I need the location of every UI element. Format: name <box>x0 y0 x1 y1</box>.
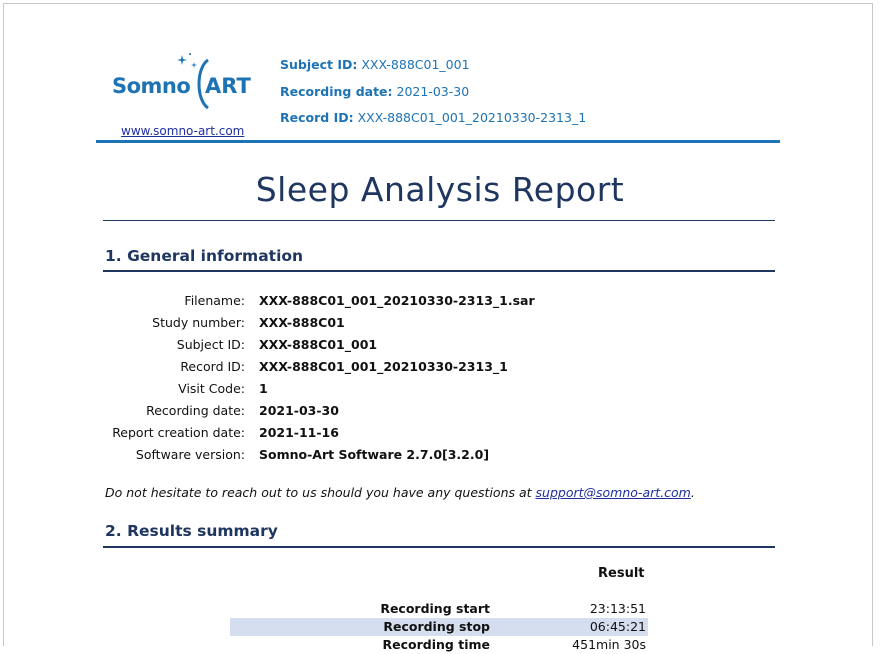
header-recording-date <box>280 84 469 99</box>
info-row-record-id <box>90 359 690 379</box>
info-label: Record ID: <box>180 359 245 374</box>
info-row-visit-code <box>90 381 690 401</box>
info-row-software-version <box>90 447 690 467</box>
info-value: XXX-888C01_001_20210330-2313_1 <box>259 359 508 374</box>
info-row-study-number <box>90 315 690 335</box>
header-subject-id-label: Subject ID: <box>280 57 358 72</box>
info-value: Somno-Art Software 2.7.0[3.2.0] <box>259 447 490 462</box>
section-divider <box>103 546 775 548</box>
logo-text-art: ART <box>205 74 251 98</box>
header-divider <box>96 140 780 143</box>
result-column-header: Result <box>598 566 645 581</box>
website-link[interactable]: www.somno-art.com <box>121 124 245 138</box>
info-label: Filename: <box>184 293 245 308</box>
header-record-id-value: XXX-888C01_001_20210330-2313_1 <box>357 110 587 125</box>
logo-text-somno: Somno <box>112 74 191 98</box>
info-value: 2021-03-30 <box>259 403 339 418</box>
info-row-filename <box>90 293 690 313</box>
info-label: Study number: <box>152 315 245 330</box>
info-row-report-creation-date <box>90 425 690 445</box>
result-label: Recording stop <box>383 619 490 634</box>
title-divider <box>103 220 775 221</box>
somno-art-logo <box>112 52 272 112</box>
info-value: XXX-888C01_001_20210330-2313_1.sar <box>259 293 535 308</box>
result-value: 06:45:21 <box>589 619 646 634</box>
section-divider <box>103 270 775 272</box>
header-recording-date-value: 2021-03-30 <box>396 84 470 99</box>
result-label: Recording time <box>382 637 490 652</box>
result-row-recording-stop <box>230 618 648 636</box>
section-general-information-heading: 1. General information <box>105 247 304 265</box>
info-row-subject-id <box>90 337 690 357</box>
info-label: Report creation date: <box>112 425 245 440</box>
header-subject-id <box>280 57 470 72</box>
info-label: Software version: <box>135 447 245 462</box>
contact-text: Do not hesitate to reach out to us should you have any questions at <box>105 485 536 500</box>
info-value: XXX-888C01 <box>259 315 345 330</box>
support-email-link[interactable]: support@somno-art.com <box>535 485 691 500</box>
contact-end: . <box>690 485 695 500</box>
contact-note <box>105 485 695 500</box>
info-value: 1 <box>259 381 268 396</box>
info-label: Subject ID: <box>176 337 245 352</box>
info-label: Visit Code: <box>178 381 245 396</box>
result-value: 23:13:51 <box>589 601 646 616</box>
result-label: Recording start <box>380 601 490 616</box>
section-results-summary-heading: 2. Results summary <box>105 522 278 540</box>
result-row-recording-start <box>230 600 648 618</box>
info-value: XXX-888C01_001 <box>259 337 378 352</box>
info-label: Recording date: <box>146 403 245 418</box>
info-value: 2021-11-16 <box>259 425 339 440</box>
page-title: Sleep Analysis Report <box>255 170 625 209</box>
result-row-recording-time <box>230 636 648 654</box>
header-subject-id-value: XXX-888C01_001 <box>361 57 470 72</box>
info-row-recording-date <box>90 403 690 423</box>
header-record-id-label: Record ID: <box>280 110 354 125</box>
header-record-id <box>280 110 586 125</box>
result-value: 451min 30s <box>572 637 646 652</box>
header-recording-date-label: Recording date: <box>280 84 393 99</box>
